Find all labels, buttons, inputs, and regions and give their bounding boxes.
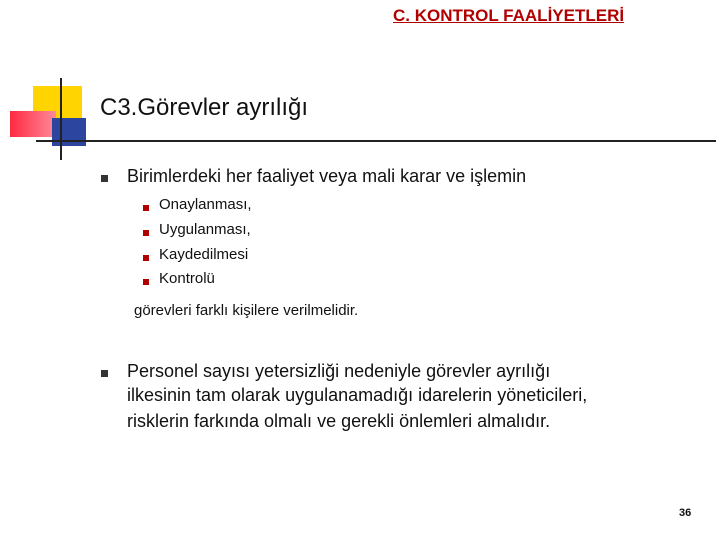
decor-horizontal-line [36,140,716,142]
sub-item: Uygulanması, [159,221,251,238]
sub-item: Kaydedilmesi [159,246,249,263]
header-title: C. KONTROL FAALİYETLERİ [393,6,625,25]
bullet-text-line: risklerin farkında olmalı ve gerekli önlemleri almalıdır. [127,411,551,431]
sub-item: Kontrolü [159,270,215,287]
bullet-text-line: Personel sayısı yetersizliği nedeniyle görevler ayrılığı [127,361,551,381]
decor-red-bar [10,111,56,137]
page-number: 36 [679,507,692,519]
closing-text: görevleri farklı kişilere verilmelidir. [134,302,359,319]
square-bullet-icon [143,230,149,236]
square-bullet-icon [101,370,108,377]
decor-vertical-line [60,78,62,160]
sub-item: Onaylanması, [159,196,252,213]
square-bullet-icon [143,205,149,211]
bullet-text-line: ilkesinin tam olarak uygulanamadığı idarelerin yöneticileri, [127,385,588,405]
square-bullet-icon [143,255,149,261]
square-bullet-icon [101,175,108,182]
slide-title: C3.Görevler ayrılığı [100,94,309,121]
bullet-text: Birimlerdeki her faaliyet veya mali karar ve işlemin [127,166,527,186]
square-bullet-icon [143,279,149,285]
